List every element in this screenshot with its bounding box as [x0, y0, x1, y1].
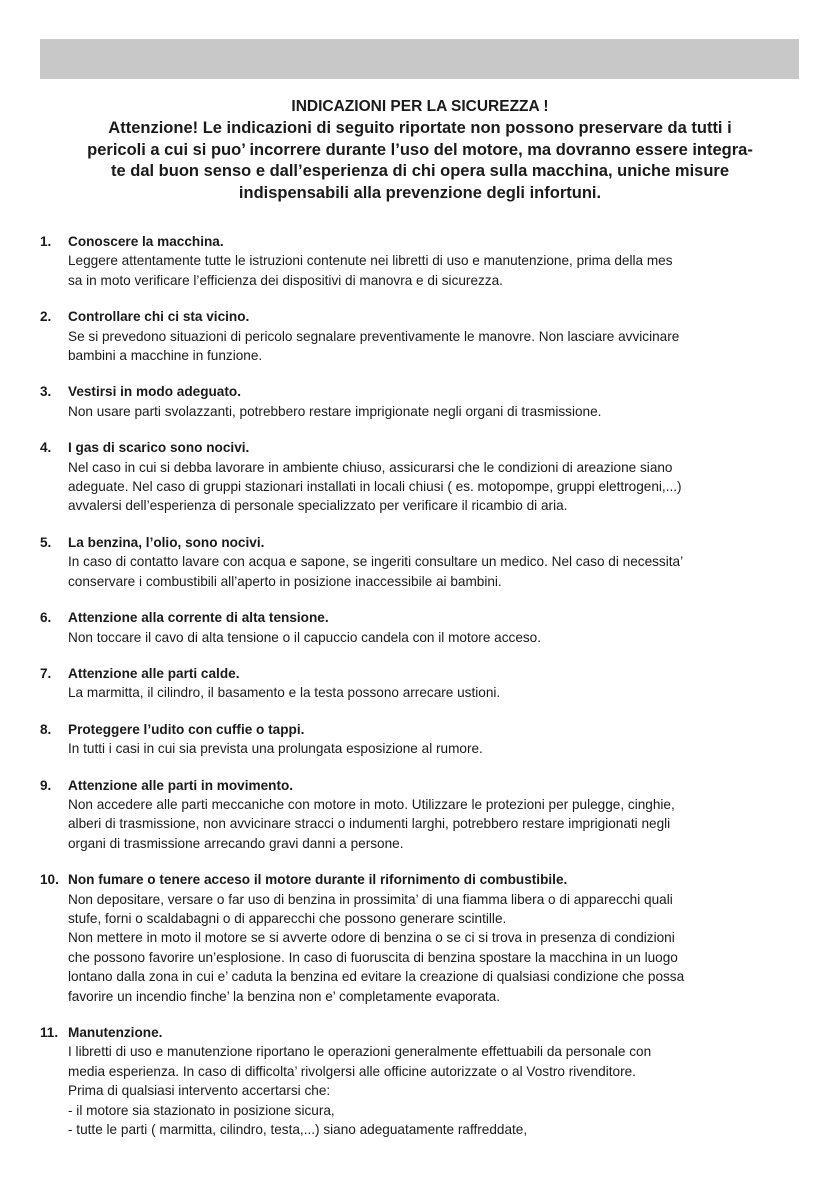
item-text: favorire un incendio finche’ la benzina non e’ completamente evaporata.: [68, 988, 500, 1004]
item-text: adeguate. Nel caso di gruppi stazionari installati in locali chiusi ( es. motopompe, gruppi elettrogeni,...): [68, 479, 682, 495]
item-text: - tutte le parti ( marmitta, cilindro, testa,...) siano adeguatamente raffreddate,: [68, 1122, 528, 1138]
item-heading: Attenzione alle parti calde.: [68, 665, 240, 681]
item-text: alberi di trasmissione, non avvicinare stracci o indumenti larghi, potrebbero restare imprigionati negli: [68, 816, 671, 832]
header-bar: [40, 39, 799, 79]
item-number: 6.: [40, 610, 52, 626]
title-block: [30, 96, 810, 204]
item-text: conservare i combustibili all’aperto in posizione inaccessibile ai bambini.: [68, 573, 502, 589]
item-heading: I gas di scarico sono nocivi.: [68, 440, 250, 456]
item-number: 4.: [40, 440, 52, 456]
item-text: stufe, forni o scaldabagni o di apparecchi che possono generare scintille.: [68, 910, 507, 926]
item-text: organi di trasmissione arrecando gravi danni a persone.: [68, 835, 404, 851]
item-heading: Manutenzione.: [68, 1025, 163, 1040]
item-heading: Vestirsi in modo adeguato.: [68, 384, 241, 400]
list-item: [40, 307, 785, 365]
item-text: Leggere attentamente tutte le istruzioni contenute nei libretti di uso e manutenzione, prima della mes: [68, 253, 673, 269]
item-text: sa in moto verificare l’efficienza dei dispositivi di manovra e di sicurezza.: [68, 272, 503, 288]
item-text: Nel caso in cui si debba lavorare in ambiente chiuso, assicurarsi che le condizioni di areazione siano: [68, 459, 673, 475]
warning-intro: [30, 118, 810, 204]
item-number: 11.: [40, 1025, 59, 1040]
item-heading: Controllare chi ci sta vicino.: [68, 309, 250, 325]
safety-list: [40, 232, 785, 1156]
page-title: INDICAZIONI PER LA SICUREZZA !: [291, 98, 549, 115]
item-text: avvalersi dell’esperienza di personale specializzato per verificare il ricambio di aria.: [68, 498, 568, 514]
list-item: [40, 870, 785, 1006]
item-number: 9.: [40, 777, 52, 793]
list-item: [40, 776, 785, 854]
item-heading: Conoscere la macchina.: [68, 234, 224, 249]
item-text: Non depositare, versare o far uso di benzina in prossimita’ di una fiamma libera o di apparecchi quali: [68, 891, 673, 907]
warning-line: indispensabili alla prevenzione degli infortuni.: [238, 183, 602, 202]
item-text: Se si prevedono situazioni di pericolo segnalare preventivamente le manovre. Non lasciare avvicinare: [68, 328, 680, 344]
item-text: che possono favorire un’esplosione. In caso di fuoruscita di benzina spostare la macchina in un luogo: [68, 949, 678, 965]
list-item: [40, 382, 785, 421]
item-heading: Attenzione alla corrente di alta tensione.: [68, 610, 329, 626]
item-heading: Proteggere l’udito con cuffie o tappi.: [68, 721, 305, 737]
warning-line: Attenzione! Le indicazioni di seguito riportate non possono preservare da tutti i: [108, 119, 732, 137]
warning-line: pericoli a cui si puo’ incorrere durante l’uso del motore, ma dovranno essere integra-: [87, 140, 753, 159]
item-text: bambini a macchine in funzione.: [68, 348, 263, 364]
item-number: 3.: [40, 384, 52, 400]
item-text: Non accedere alle parti meccaniche con motore in moto. Utilizzare le protezioni per pulegge, cinghie,: [68, 796, 675, 812]
list-item: [40, 720, 785, 759]
list-item: [40, 232, 785, 290]
list-item: [40, 608, 785, 647]
item-text: Prima di qualsiasi intervento accertarsi che:: [68, 1083, 331, 1099]
item-text: Non usare parti svolazzanti, potrebbero restare imprigionate negli organi di trasmissione.: [68, 403, 602, 419]
item-number: 2.: [40, 309, 52, 325]
item-number: 7.: [40, 665, 52, 681]
list-item: [40, 533, 785, 591]
item-number: 8.: [40, 721, 52, 737]
item-text: I libretti di uso e manutenzione riportano le operazioni generalmente effettuabili da personale con: [68, 1044, 652, 1060]
item-text: media esperienza. In caso di difficolta’ rivolgersi alle officine autorizzate o al Vostro rivenditore.: [68, 1063, 636, 1079]
item-number: 5.: [40, 534, 52, 550]
item-heading: Non fumare o tenere acceso il motore durante il rifornimento di combustibile.: [68, 872, 568, 888]
item-text: Non toccare il cavo di alta tensione o il capuccio candela con il motore acceso.: [68, 629, 542, 645]
item-text: lontano dalla zona in cui e’ caduta la benzina ed evitare la creazione di qualsiasi condizione che possa: [68, 969, 685, 985]
list-item: [40, 664, 785, 703]
item-text: In caso di contatto lavare con acqua e sapone, se ingeriti consultare un medico. Nel caso di necessita’: [68, 554, 684, 570]
item-text: La marmitta, il cilindro, il basamento e la testa possono arrecare ustioni.: [68, 685, 501, 701]
item-text: Non mettere in moto il motore se si avverte odore di benzina o se ci si trova in presenza di condizioni: [68, 930, 675, 946]
item-text: In tutti i casi in cui sia prevista una prolungata esposizione al rumore.: [68, 741, 483, 757]
list-item: [40, 438, 785, 516]
item-heading: Attenzione alle parti in movimento.: [68, 777, 294, 793]
item-number: 1.: [40, 234, 52, 249]
warning-line: te dal buon senso e dall’esperienza di chi opera sulla macchina, uniche misure: [110, 162, 730, 180]
item-text: - il motore sia stazionato in posizione sicura,: [68, 1102, 335, 1118]
list-item: [40, 1023, 785, 1139]
item-heading: La benzina, l’olio, sono nocivi.: [68, 534, 265, 550]
item-number: 10.: [40, 872, 59, 888]
